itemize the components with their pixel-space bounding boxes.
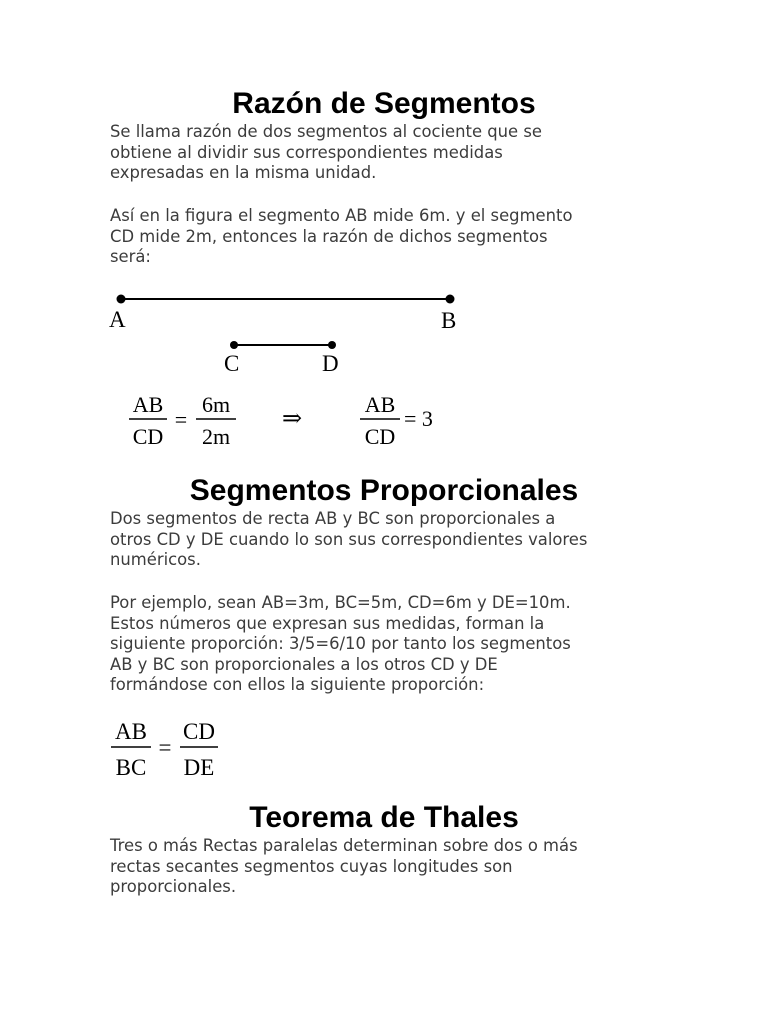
paragraph-proporcionales-example: Por ejemplo, sean AB=3m, BC=5m, CD=6m y DE=10m. Estos números que expresan sus medidas, forman la siguiente proporción: 3/5=6/10 por tanto los segmentos AB y BC son proporcionales a los otros CD y DE formándose con ellos la siguiente proporción:: [110, 593, 571, 695]
point-d-dot: [328, 341, 336, 349]
paragraph-razon-definition: Se llama razón de dos segmentos al cociente que se obtiene al dividir sus correspondientes medidas expresadas en la misma unidad.: [110, 122, 542, 183]
section-title-proporcionales: Segmentos Proporcionales: [189, 474, 579, 507]
ratio-result-numerator: AB: [364, 392, 396, 417]
paragraph-thales-theorem: Tres o más Rectas paralelas determinan sobre dos o más rectas secantes segmentos cuyas longitudes son proporcionales.: [110, 836, 578, 897]
point-c-label: C: [224, 351, 240, 376]
point-d-label: D: [322, 351, 339, 376]
ratio-left-denominator: CD: [132, 424, 164, 449]
point-b-dot: [446, 295, 455, 304]
ratio-result-denominator: CD: [364, 424, 396, 449]
proportion-formula: [104, 714, 234, 784]
implies-arrow: ⇒: [281, 406, 303, 432]
proportion-equals-sign: =: [158, 735, 172, 760]
proportion-right-numerator: CD: [183, 719, 215, 744]
section-title-razon: Razón de Segmentos: [232, 87, 536, 120]
proportion-left-denominator: BC: [115, 755, 147, 780]
ratio-left-numerator: AB: [132, 392, 164, 417]
paragraph-razon-example: Así en la figura el segmento AB mide 6m. y el segmento CD mide 2m, entonces la razón de dichos segmentos será:: [110, 206, 573, 267]
proportion-left-numerator: AB: [115, 719, 147, 744]
segment-figure: [100, 285, 480, 380]
point-a-dot: [117, 295, 126, 304]
point-b-label: B: [441, 308, 457, 333]
ratio-value-denominator: 2m: [201, 424, 231, 449]
ratio-formula: [120, 388, 460, 456]
point-a-label: A: [109, 307, 126, 332]
paragraph-proporcionales-definition: Dos segmentos de recta AB y BC son proporcionales a otros CD y DE cuando lo son sus correspondientes valores numéricos.: [110, 509, 588, 570]
point-c-dot: [230, 341, 238, 349]
ratio-equals-sign: =: [174, 407, 188, 432]
proportion-right-denominator: DE: [183, 755, 215, 780]
ratio-value-numerator: 6m: [201, 392, 231, 417]
section-title-thales: Teorema de Thales: [249, 801, 519, 834]
ratio-result-value: = 3: [404, 406, 433, 431]
